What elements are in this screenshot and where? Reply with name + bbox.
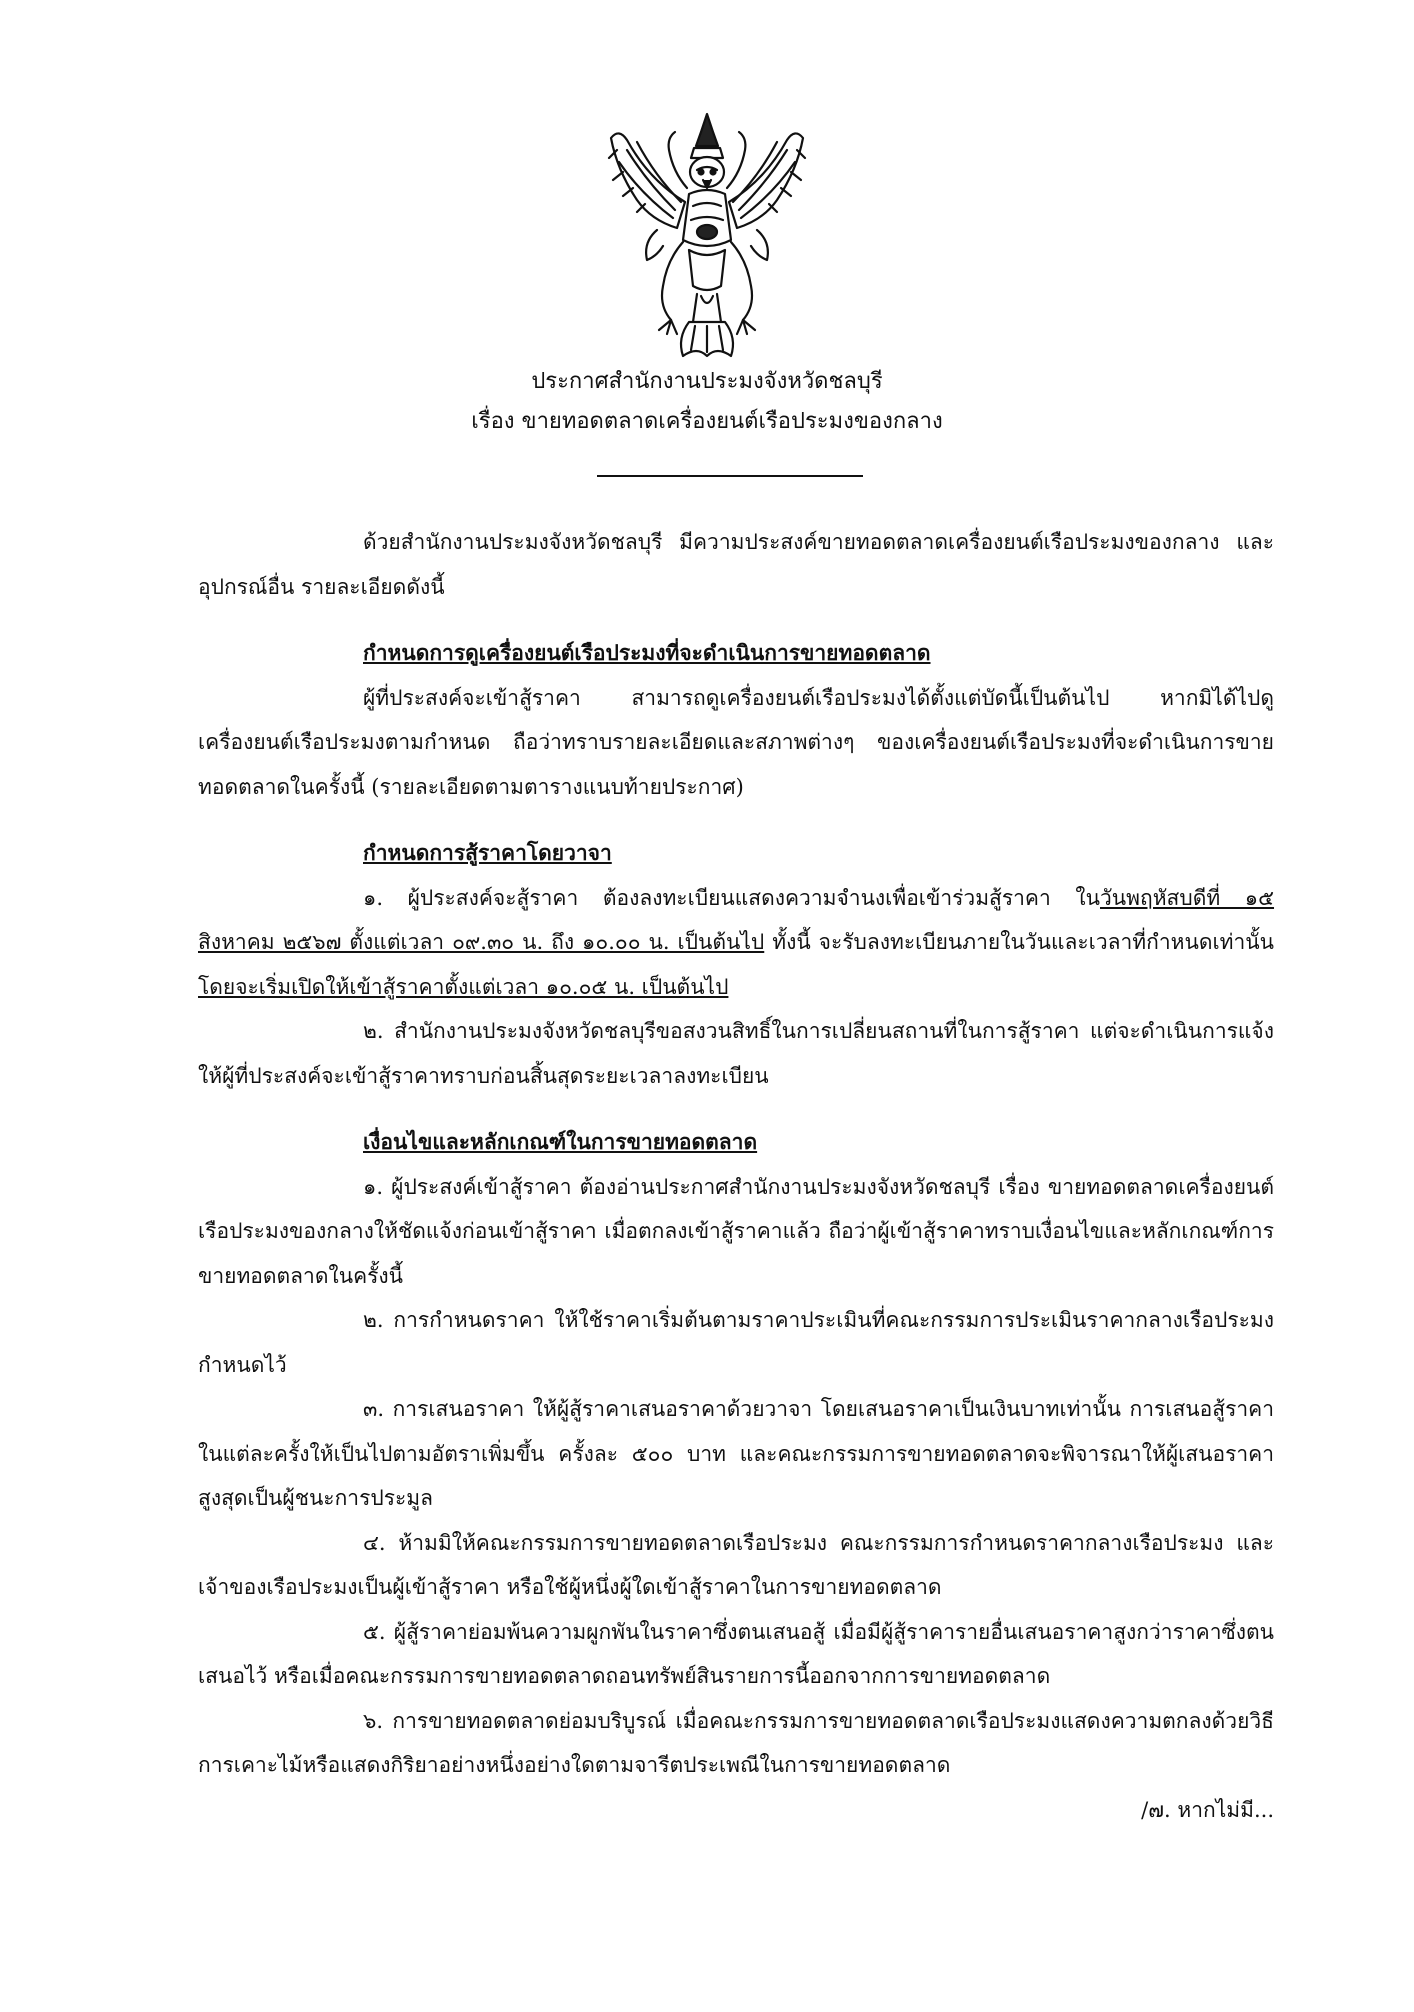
intro-paragraph: ด้วยสำนักงานประมงจังหวัดชลบุรี มีความประสงค์ขายทอดตลาดเครื่องยนต์เรือประมงของกลาง และอุปกรณ์อื่น รายละเอียดดังนี้	[198, 530, 1274, 599]
bidding-start-time: โดยจะเริ่มเปิดให้เข้าสู้ราคาตั้งแต่เวลา ๑๐.๐๕ น. เป็นต้นไป	[198, 974, 729, 999]
bidding-item-1-text-c: ทั้งนี้ จะรับลงทะเบียนภายในวันและเวลาที่กำหนดเท่านั้น	[764, 930, 1274, 954]
condition-item-3: ๓. การเสนอราคา ให้ผู้สู้ราคาเสนอราคาด้วยวาจา โดยเสนอราคาเป็นเงินบาทเท่านั้น การเสนอสู้ราคาในแต่ละครั้งให้เป็นไปตามอัตราเพิ่มขึ้น ครั้งละ ๕๐๐ บาท และคณะกรรมการขายทอดตลาดจะพิจารณาให้ผู้เสนอราคาสูงสุดเป็นผู้ชนะการประมูล	[198, 1397, 1274, 1510]
section-heading-conditions: เงื่อนไขและหลักเกณฑ์ในการขายทอดตลาด	[363, 1129, 758, 1154]
section-heading-bidding: กำหนดการสู้ราคาโดยวาจา	[363, 840, 612, 865]
condition-item-1: ๑. ผู้ประสงค์เข้าสู้ราคา ต้องอ่านประกาศสำนักงานประมงจังหวัดชลบุรี เรื่อง ขายทอดตลาดเครื่องยนต์เรือประมงของกลางให้ชัดแจ้งก่อนเข้าสู้ราคา เมื่อตกลงเข้าสู้ราคาแล้ว ถือว่าผู้เข้าสู้ราคาทราบเงื่อนไขและหลักเกณฑ์การขายทอดตลาดในครั้งนี้	[198, 1174, 1274, 1288]
document-body	[198, 520, 1274, 1832]
announcement-subject: เรื่อง ขายทอดตลาดเครื่องยนต์เรือประมงของกลาง	[471, 409, 943, 434]
garuda-emblem-icon	[597, 110, 817, 362]
bidding-item-2: ๒. สำนักงานประมงจังหวัดชลบุรีขอสงวนสิทธิ์ในการเปลี่ยนสถานที่ในการสู้ราคา แต่จะดำเนินการแจ้งให้ผู้ที่ประสงค์จะเข้าสู้ราคาทราบก่อนสิ้นสุดระยะเวลาลงทะเบียน	[198, 1019, 1274, 1088]
bidding-item-1	[198, 876, 1274, 1010]
bidding-item-1-text-a: ๑. ผู้ประสงค์จะสู้ราคา ต้องลงทะเบียนแสดงความจำนงเพื่อเข้าร่วมสู้ราคา ใน	[363, 885, 1100, 910]
announcement-title: ประกาศสำนักงานประมงจังหวัดชลบุรี	[531, 369, 883, 394]
viewing-paragraph: ผู้ที่ประสงค์จะเข้าสู้ราคา สามารถดูเครื่องยนต์เรือประมงได้ตั้งแต่บัดนี้เป็นต้นไป หากมิได้ไปดูเครื่องยนต์เรือประมงตามกำหนด ถือว่าทราบรายละเอียดและสภาพต่างๆ ของเครื่องยนต์เรือประมงที่จะดำเนินการขายทอดตลาดในครั้งนี้ (รายละเอียดตามตารางแนบท้ายประกาศ)	[198, 685, 1274, 799]
registration-date: วันพฤหัสบดีที่ ๑๕ สิงหาคม ๒๕๖๗ ตั้งแต่เวลา ๐๙.๓๐ น. ถึง ๑๐.๐๐ น. เป็นต้นไป	[198, 885, 1275, 954]
title-divider	[597, 475, 863, 477]
condition-item-4: ๔. ห้ามมิให้คณะกรรมการขายทอดตลาดเรือประมง คณะกรรมการกำหนดราคากลางเรือประมง และเจ้าของเรือประมงเป็นผู้เข้าสู้ราคา หรือใช้ผู้หนึ่งผู้ใดเข้าสู้ราคาในการขายทอดตลาด	[198, 1530, 1274, 1599]
condition-item-2: ๒. การกำหนดราคา ให้ใช้ราคาเริ่มต้นตามราคาประเมินที่คณะกรรมการประเมินราคากลางเรือประมงกำหนดไว้	[198, 1308, 1274, 1377]
continuation-note: /๗. หากไม่มี...	[1141, 1797, 1274, 1822]
section-heading-viewing: กำหนดการดูเครื่องยนต์เรือประมงที่จะดำเนินการขายทอดตลาด	[363, 640, 931, 665]
condition-item-6: ๖. การขายทอดตลาดย่อมบริบูรณ์ เมื่อคณะกรรมการขายทอดตลาดเรือประมงแสดงความตกลงด้วยวิธีการเคาะไม้หรือแสดงกิริยาอย่างหนึ่งอย่างใดตามจารีตประเพณีในการขายทอดตลาด	[198, 1708, 1274, 1777]
condition-item-5: ๕. ผู้สู้ราคาย่อมพ้นความผูกพันในราคาซึ่งตนเสนอสู้ เมื่อมีผู้สู้ราคารายอื่นเสนอราคาสูงกว่าราคาซึ่งตนเสนอไว้ หรือเมื่อคณะกรรมการขายทอดตลาดถอนทรัพย์สินรายการนี้ออกจากการขายทอดตลาด	[198, 1619, 1274, 1688]
